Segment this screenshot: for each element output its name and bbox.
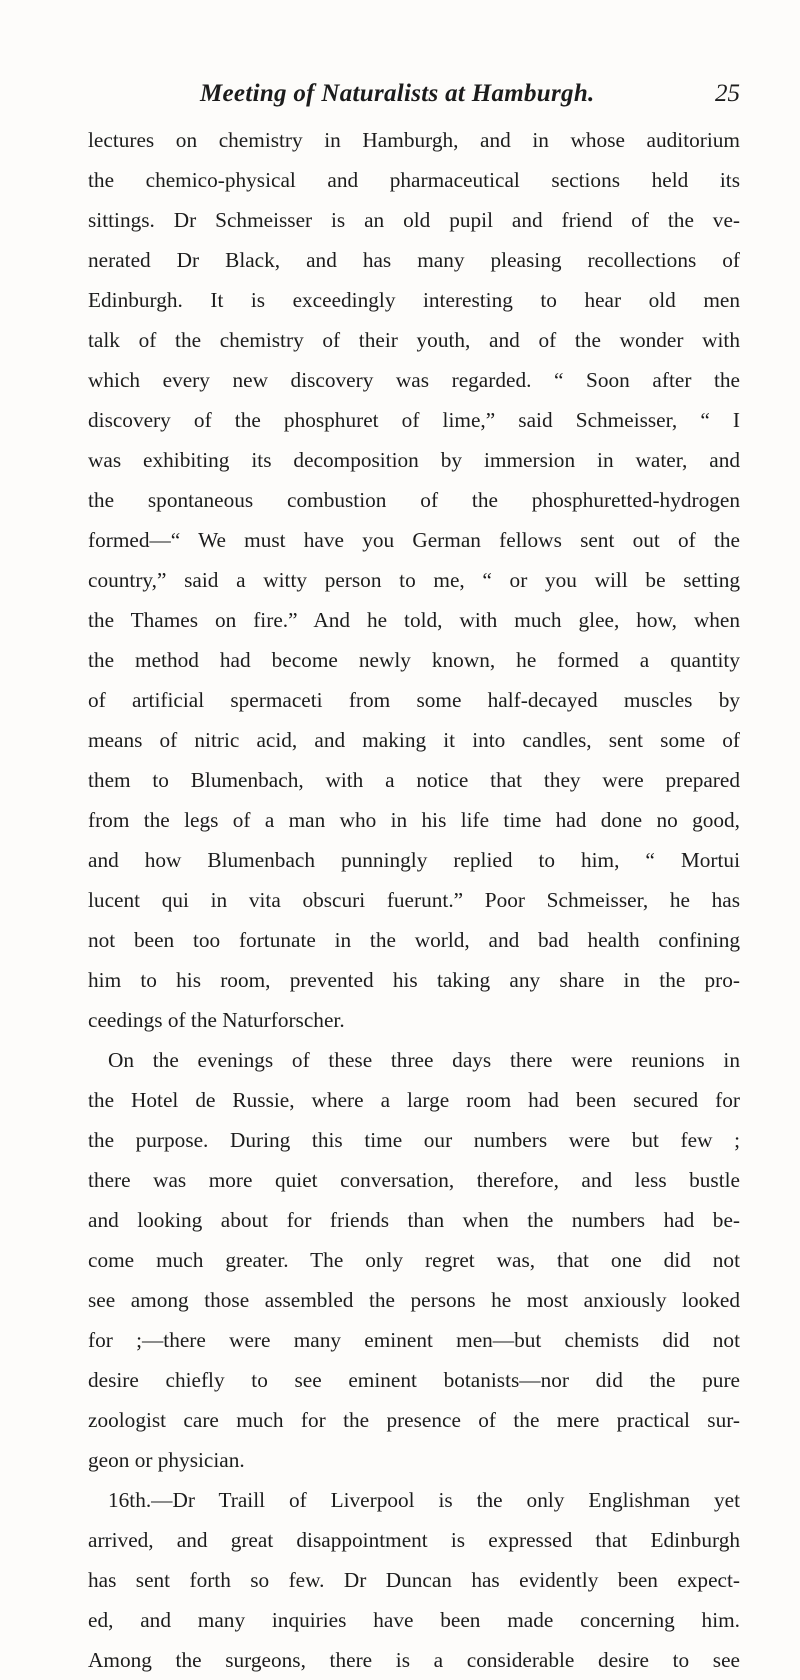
text-line: ceedings of the Naturforscher. <box>88 1008 345 1032</box>
text-line: there was more quiet conversation, therefore, and less bustle <box>88 1168 740 1192</box>
body-text <box>88 120 740 1680</box>
text-line: discovery of the phosphuret of lime,” said Schmeisser, “ I <box>88 408 740 432</box>
text-line: lucent qui in vita obscuri fuerunt.” Poor Schmeisser, he has <box>88 888 740 912</box>
text-line: lectures on chemistry in Hamburgh, and in whose auditorium <box>88 128 740 152</box>
text-line: geon or physician. <box>88 1448 245 1472</box>
text-line: and looking about for friends than when the numbers had be- <box>88 1208 740 1232</box>
text-line: has sent forth so few. Dr Duncan has evidently been expect- <box>88 1568 740 1592</box>
text-line: country,” said a witty person to me, “ or you will be setting <box>88 568 740 592</box>
page-number: 25 <box>715 80 740 107</box>
text-line: arrived, and great disappointment is expressed that Edinburgh <box>88 1528 740 1552</box>
text-line: formed—“ We must have you German fellows sent out of the <box>88 528 740 552</box>
text-line: them to Blumenbach, with a notice that they were prepared <box>88 768 740 792</box>
page-header <box>200 80 740 120</box>
text-line: means of nitric acid, and making it into candles, sent some of <box>88 728 740 752</box>
text-line: 16th.—Dr Traill of Liverpool is the only Englishman yet <box>108 1488 740 1512</box>
text-line: and how Blumenbach punningly replied to him, “ Mortui <box>88 848 740 872</box>
text-line: the Hotel de Russie, where a large room had been secured for <box>88 1088 740 1112</box>
text-line: was exhibiting its decomposition by immersion in water, and <box>88 448 740 472</box>
text-line: the method had become newly known, he formed a quantity <box>88 648 740 672</box>
text-line: come much greater. The only regret was, that one did not <box>88 1248 740 1272</box>
text-line: desire chiefly to see eminent botanists—nor did the pure <box>88 1368 740 1392</box>
text-line: him to his room, prevented his taking any share in the pro- <box>88 968 740 992</box>
text-line: the Thames on fire.” And he told, with much glee, how, when <box>88 608 740 632</box>
text-line: zoologist care much for the presence of the mere practical sur- <box>88 1408 740 1432</box>
text-line: from the legs of a man who in his life time had done no good, <box>88 808 740 832</box>
text-line: not been too fortunate in the world, and bad health confining <box>88 928 740 952</box>
text-line: for ;—there were many eminent men—but chemists did not <box>88 1328 740 1352</box>
text-line: of artificial spermaceti from some half-decayed muscles by <box>88 688 740 712</box>
text-line: Edinburgh. It is exceedingly interesting to hear old men <box>88 288 740 312</box>
text-line: the spontaneous combustion of the phosphuretted-hydrogen <box>88 488 740 512</box>
text-line: ed, and many inquiries have been made concerning him. <box>88 1608 740 1632</box>
text-line: which every new discovery was regarded. “ Soon after the <box>88 368 740 392</box>
text-line: the purpose. During this time our numbers were but few ; <box>88 1128 740 1152</box>
text-line: Among the surgeons, there is a considerable desire to see <box>88 1648 740 1672</box>
text-line: sittings. Dr Schmeisser is an old pupil and friend of the ve- <box>88 208 740 232</box>
text-line: the chemico-physical and pharmaceutical sections held its <box>88 168 740 192</box>
text-line: see among those assembled the persons he most anxiously looked <box>88 1288 740 1312</box>
running-title: Meeting of Naturalists at Hamburgh. <box>200 80 595 107</box>
text-line: nerated Dr Black, and has many pleasing recollections of <box>88 248 740 272</box>
text-line: On the evenings of these three days there were reunions in <box>108 1048 740 1072</box>
text-line: talk of the chemistry of their youth, and of the wonder with <box>88 328 740 352</box>
